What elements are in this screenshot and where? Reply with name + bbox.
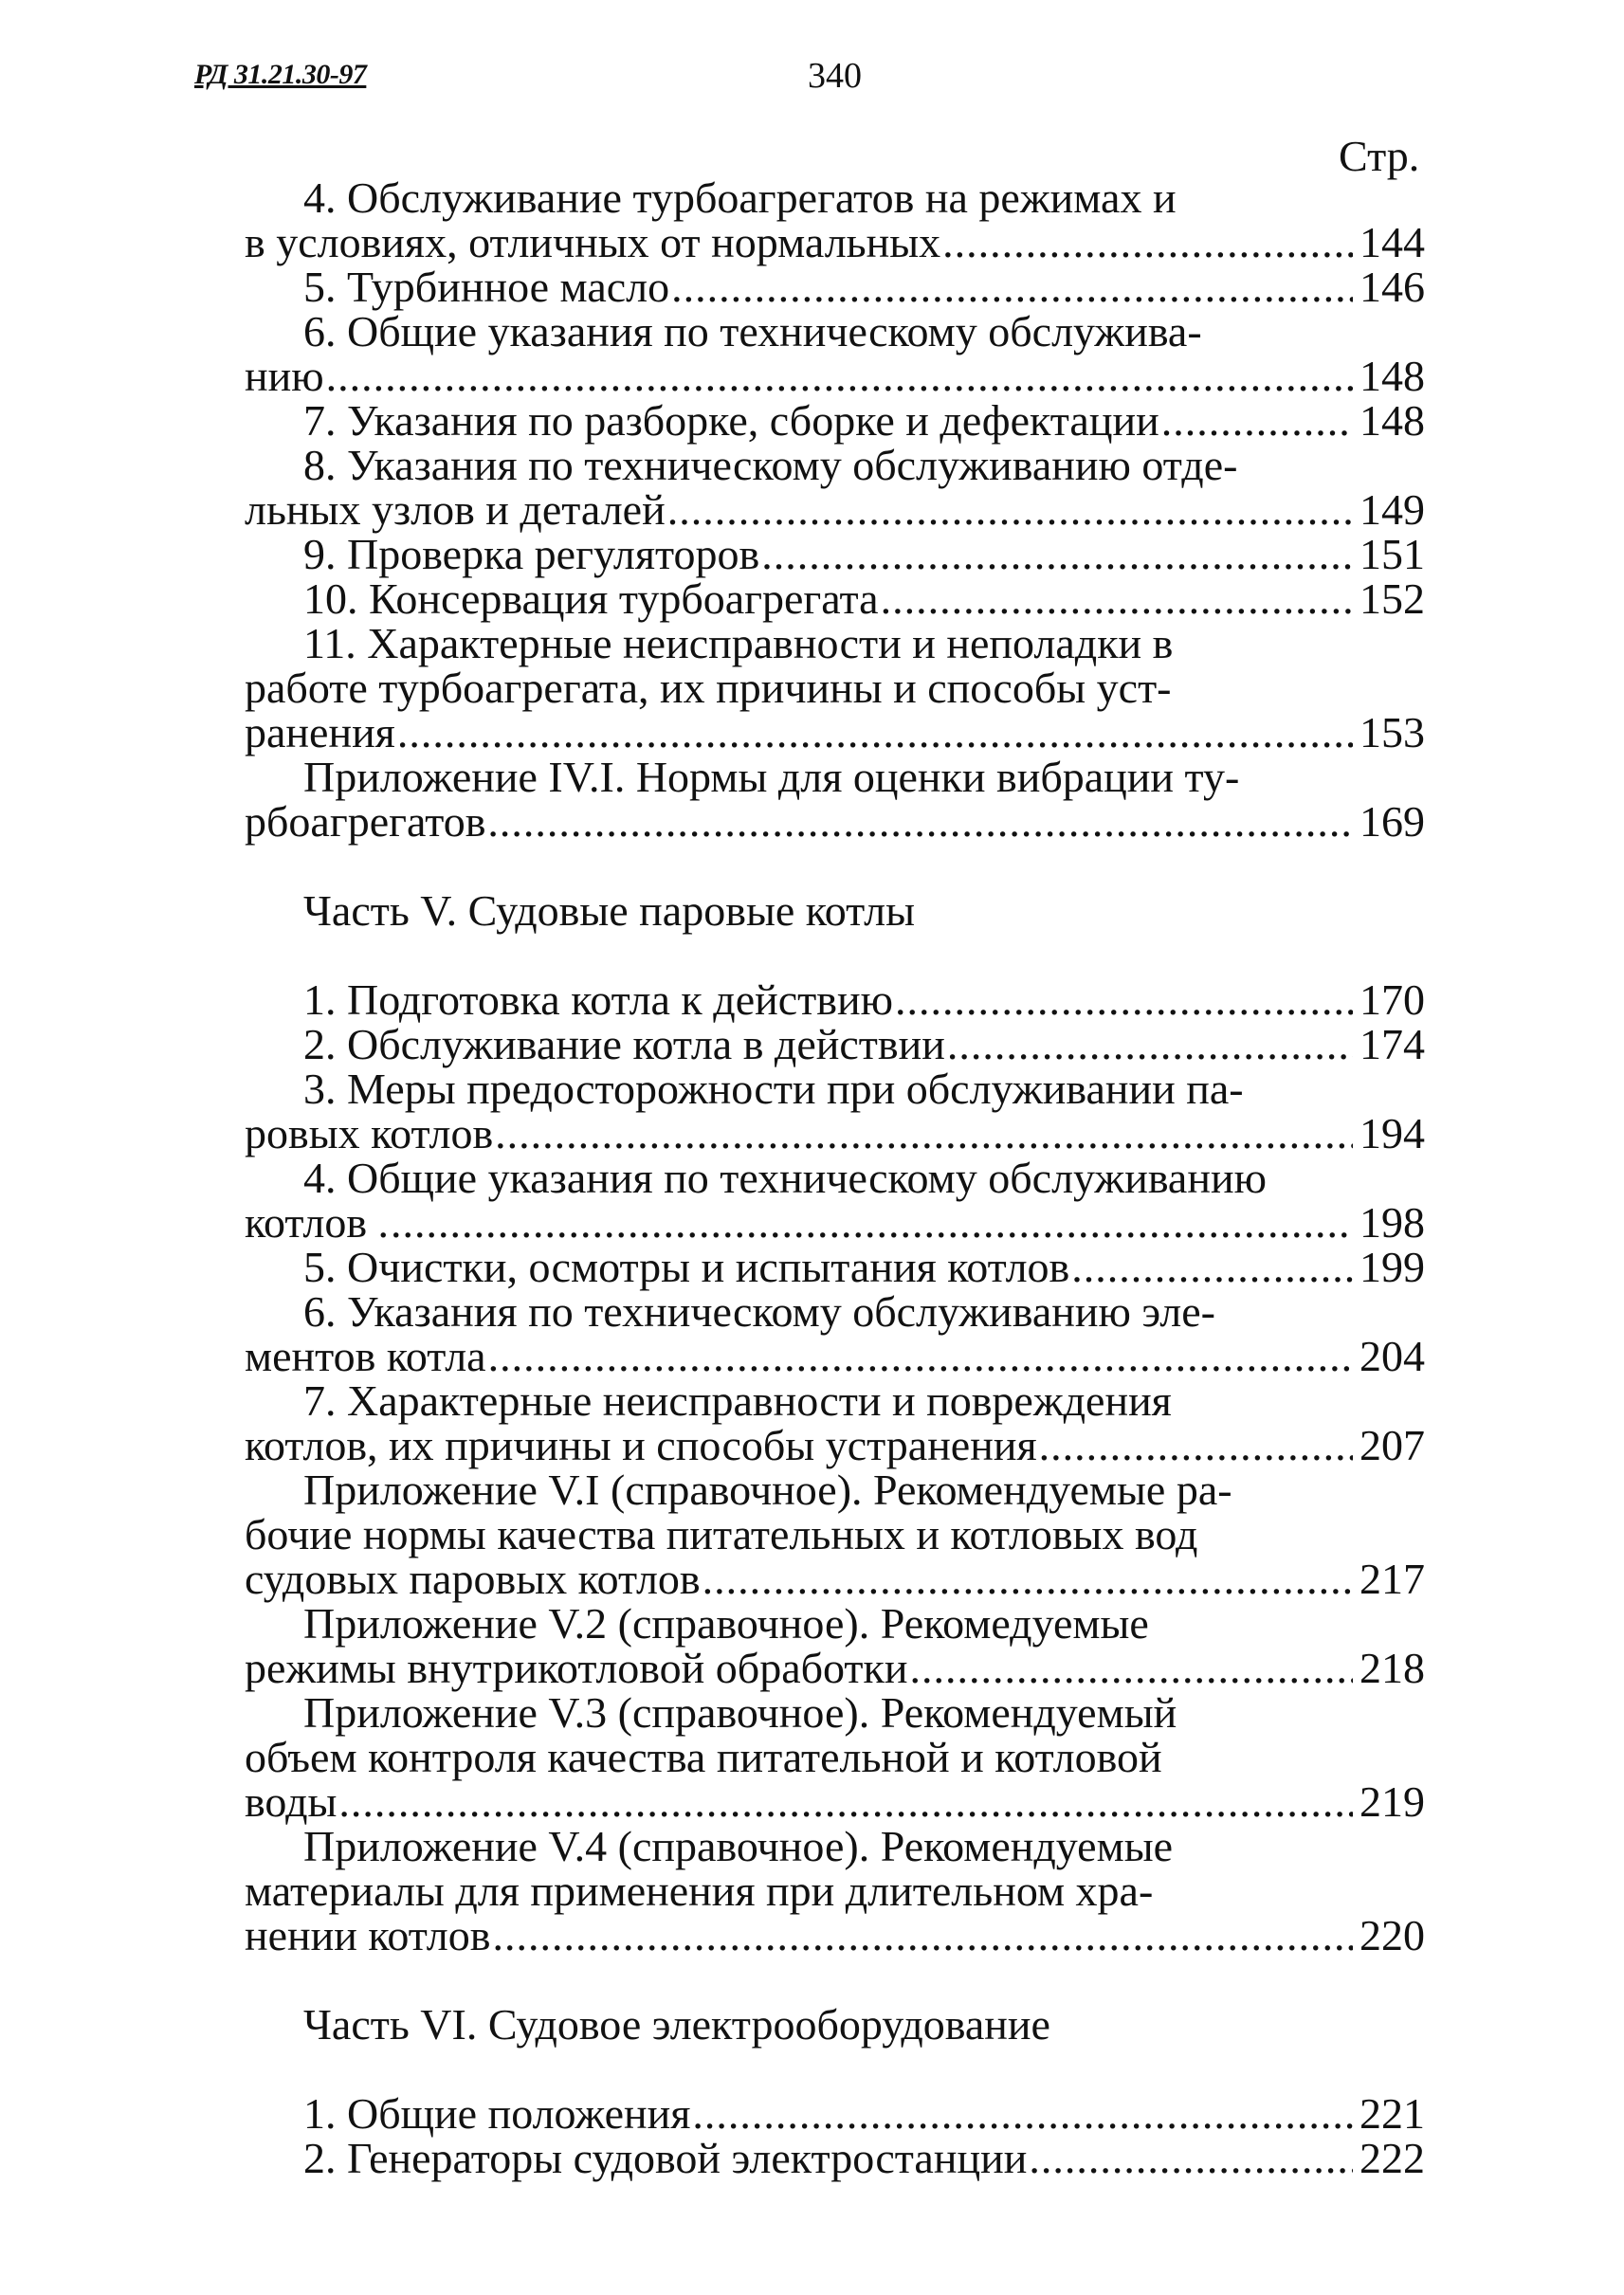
dot-leader: [326, 354, 1353, 398]
toc-page-number: 198: [1359, 1198, 1425, 1247]
toc-entry: [245, 977, 1425, 1022]
toc-entry-text: объем контроля качества питательной и котловой: [245, 1733, 1162, 1781]
dot-leader: [1039, 1423, 1353, 1467]
toc-entry-text: нию: [245, 352, 324, 400]
toc-entry-text: работе турбоагрегата, их причины и способы уст-: [245, 664, 1172, 712]
dot-leader: [703, 1557, 1353, 1601]
toc-page-number: 220: [1359, 1911, 1425, 1959]
toc-entry: [245, 398, 1425, 443]
toc-entry-line: [245, 1423, 1425, 1467]
toc-entry-line: [245, 1111, 1425, 1156]
dot-leader: [761, 532, 1353, 576]
toc-entry-line: [245, 1378, 1425, 1423]
toc-entry-line: [245, 2136, 1425, 2180]
toc-entry: [245, 1066, 1425, 1156]
toc-page-number: 170: [1359, 975, 1425, 1024]
toc-entry-text: 8. Указания по техническому обслуживанию отде-: [303, 441, 1238, 489]
toc-page-number: 221: [1359, 2089, 1425, 2138]
toc-entry-line: [245, 2091, 1425, 2136]
dot-leader: [942, 220, 1353, 264]
dot-leader: [487, 799, 1353, 844]
toc-entry-text: Приложение V.4 (справочное). Рекомендуемые: [303, 1822, 1174, 1870]
toc-entry: [245, 2136, 1425, 2180]
toc-entry: [245, 443, 1425, 532]
toc-entry: [245, 532, 1425, 576]
toc-entry-line: [245, 1512, 1425, 1557]
toc-entry-text: Приложение V.2 (справочное). Рекомедуемые: [303, 1599, 1149, 1648]
toc-entry-text: 2. Обслуживание котла в действии: [303, 1020, 945, 1068]
toc-entry-text: 10. Консервация турбоагрегата: [303, 574, 879, 623]
toc-entry: [245, 1022, 1425, 1066]
toc-entry-line: [245, 1200, 1425, 1245]
dot-leader: [338, 1779, 1353, 1824]
toc-entry-line: [245, 1735, 1425, 1779]
toc-entry-line: [245, 1868, 1425, 1913]
dot-leader: [397, 710, 1353, 755]
part-heading: Часть VI. Судовое электрооборудование: [303, 2000, 1050, 2049]
toc-entry-line: [245, 665, 1425, 710]
toc-entry: [245, 1156, 1425, 1245]
toc-entry-line: [245, 175, 1425, 220]
toc-entry-line: [245, 1066, 1425, 1111]
toc-entry-line: [245, 710, 1425, 755]
toc-page-number: 148: [1359, 352, 1425, 400]
toc-page-number: 174: [1359, 1020, 1425, 1068]
dot-leader: [909, 1646, 1353, 1690]
toc-entry-text: льных узлов и деталей: [245, 485, 666, 534]
toc-entry: [245, 309, 1425, 398]
dot-leader: [495, 1111, 1353, 1156]
toc-entry-line: [245, 1557, 1425, 1601]
dot-leader: [1071, 1245, 1353, 1289]
toc-entry: [245, 1467, 1425, 1601]
toc-entry-text: Приложение V.3 (справочное). Рекомендуемый: [303, 1688, 1177, 1737]
dot-leader: [488, 1334, 1353, 1378]
dot-leader: [895, 977, 1353, 1022]
toc-entry-line: [245, 532, 1425, 576]
dot-leader: [667, 487, 1353, 532]
dot-leader: [881, 576, 1353, 621]
toc-entry: [245, 264, 1425, 309]
dot-leader: [1029, 2136, 1353, 2180]
toc-entry-text: в условиях, отличных от нормальных: [245, 218, 941, 266]
toc-entry-line: [245, 1779, 1425, 1824]
toc-entry-line: [245, 1690, 1425, 1735]
toc-page-number: 199: [1359, 1243, 1425, 1291]
toc-entry-text: ментов котла: [245, 1332, 486, 1380]
page-column-label: Стр.: [1339, 132, 1420, 180]
toc-entry: [245, 1378, 1425, 1467]
toc-entry-text: 6. Указания по техническому обслуживанию эле-: [303, 1287, 1216, 1336]
toc-entry-text: 11. Характерные неисправности и неполадки в: [303, 619, 1174, 667]
toc-entry-text: 4. Обслуживание турбоагрегатов на режимах и: [303, 173, 1177, 222]
toc-entry-line: [245, 799, 1425, 844]
toc-entry-line: [245, 1467, 1425, 1512]
toc-entry-text: Приложение V.I (справочное). Рекомендуемые ра-: [303, 1466, 1232, 1514]
toc-entry: [245, 175, 1425, 264]
toc-entry: [245, 1289, 1425, 1378]
toc-page-number: 194: [1359, 1109, 1425, 1157]
toc-entry-text: 5. Очистки, осмотры и испытания котлов: [303, 1243, 1070, 1291]
toc-entry-line: [245, 621, 1425, 665]
toc-page-number: 218: [1359, 1644, 1425, 1692]
toc-entry: [245, 576, 1425, 621]
toc-entry: [245, 1824, 1425, 1958]
toc-entry-line: [245, 487, 1425, 532]
toc-entry-line: [245, 755, 1425, 799]
toc-entry-line: [245, 309, 1425, 354]
toc-entry: [245, 2091, 1425, 2136]
toc-page-number: 207: [1359, 1421, 1425, 1469]
toc-entry-text: 1. Общие положения: [303, 2089, 691, 2138]
toc-entry-line: [245, 576, 1425, 621]
toc-entry-line: [245, 1289, 1425, 1334]
toc-page-number: 169: [1359, 797, 1425, 846]
toc-entry-text: 2. Генераторы судовой электростанции: [303, 2134, 1028, 2182]
toc-entry: [245, 1601, 1425, 1690]
toc-entry-line: [245, 1913, 1425, 1958]
toc-entry-line: [245, 354, 1425, 398]
toc-entry-text: нении котлов: [245, 1911, 491, 1959]
toc-entry-text: котлов, их причины и способы устранения: [245, 1421, 1037, 1469]
toc-entry-text: Приложение IV.I. Нормы для оценки вибрации ту-: [303, 753, 1240, 801]
dot-leader: [671, 264, 1353, 309]
toc-entry-text: бочие нормы качества питательных и котловых вод: [245, 1510, 1198, 1558]
toc-entry-text: рбоагрегатов: [245, 797, 486, 846]
toc-entry-text: 5. Турбинное масло: [303, 263, 670, 311]
toc-page-number: 219: [1359, 1777, 1425, 1826]
dot-leader: [692, 2091, 1353, 2136]
toc-page-number: 151: [1359, 530, 1425, 578]
toc-page-number: 146: [1359, 263, 1425, 311]
toc-page-number: 222: [1359, 2134, 1425, 2182]
toc-entry-line: [245, 1824, 1425, 1868]
dot-leader: [947, 1022, 1353, 1066]
toc-page-number: 204: [1359, 1332, 1425, 1380]
toc-page-number: 217: [1359, 1555, 1425, 1603]
toc-entry: [245, 1690, 1425, 1824]
toc-entry-line: [245, 1646, 1425, 1690]
toc-page-number: 149: [1359, 485, 1425, 534]
toc-entry-line: [245, 264, 1425, 309]
dot-leader: [492, 1913, 1353, 1958]
toc-entry-line: [245, 443, 1425, 487]
part-heading: Часть V. Судовые паровые котлы: [303, 886, 915, 935]
toc-entry-text: материалы для применения при длительном хра-: [245, 1867, 1154, 1915]
toc-entry-line: [245, 1334, 1425, 1378]
toc-entry-text: 9. Проверка регуляторов: [303, 530, 760, 578]
toc-entry-text: 3. Меры предосторожности при обслуживании па-: [303, 1065, 1244, 1113]
page-number: 340: [808, 56, 862, 96]
document-code: РД 31.21.30-97: [194, 59, 367, 90]
toc-entry-line: [245, 1601, 1425, 1646]
toc-entry-text: котлов .: [245, 1198, 390, 1247]
toc-entry: [245, 1245, 1425, 1289]
toc-page-number: 144: [1359, 218, 1425, 266]
toc-entry-text: 7. Указания по разборке, сборке и дефектации: [303, 396, 1159, 445]
dot-leader: [391, 1200, 1353, 1245]
toc-entry-text: режимы внутрикотловой обработки: [245, 1644, 908, 1692]
toc-entry-line: [245, 398, 1425, 443]
toc-entry-text: 6. Общие указания по техническому обслужива-: [303, 307, 1202, 355]
dot-leader: [1161, 398, 1353, 443]
toc-entry-text: 1. Подготовка котла к действию: [303, 975, 893, 1024]
toc-entry: [245, 755, 1425, 844]
toc-entry: [245, 621, 1425, 755]
toc-entry-line: [245, 1156, 1425, 1200]
toc-page-number: 153: [1359, 708, 1425, 756]
toc-entry-line: [245, 977, 1425, 1022]
toc-entry-text: судовых паровых котлов: [245, 1555, 701, 1603]
toc-page-number: 152: [1359, 574, 1425, 623]
toc-entry-text: воды: [245, 1777, 338, 1826]
toc-entry-text: ранения: [245, 708, 395, 756]
toc-entry-line: [245, 1022, 1425, 1066]
toc-entry-text: ровых котлов: [245, 1109, 494, 1157]
toc-entry-text: 7. Характерные неисправности и повреждения: [303, 1376, 1172, 1425]
table-of-contents: [245, 175, 1425, 2180]
toc-entry-line: [245, 220, 1425, 264]
toc-entry-text: 4. Общие указания по техническому обслуживанию: [303, 1154, 1267, 1202]
toc-entry-line: [245, 1245, 1425, 1289]
toc-page-number: 148: [1359, 396, 1425, 445]
